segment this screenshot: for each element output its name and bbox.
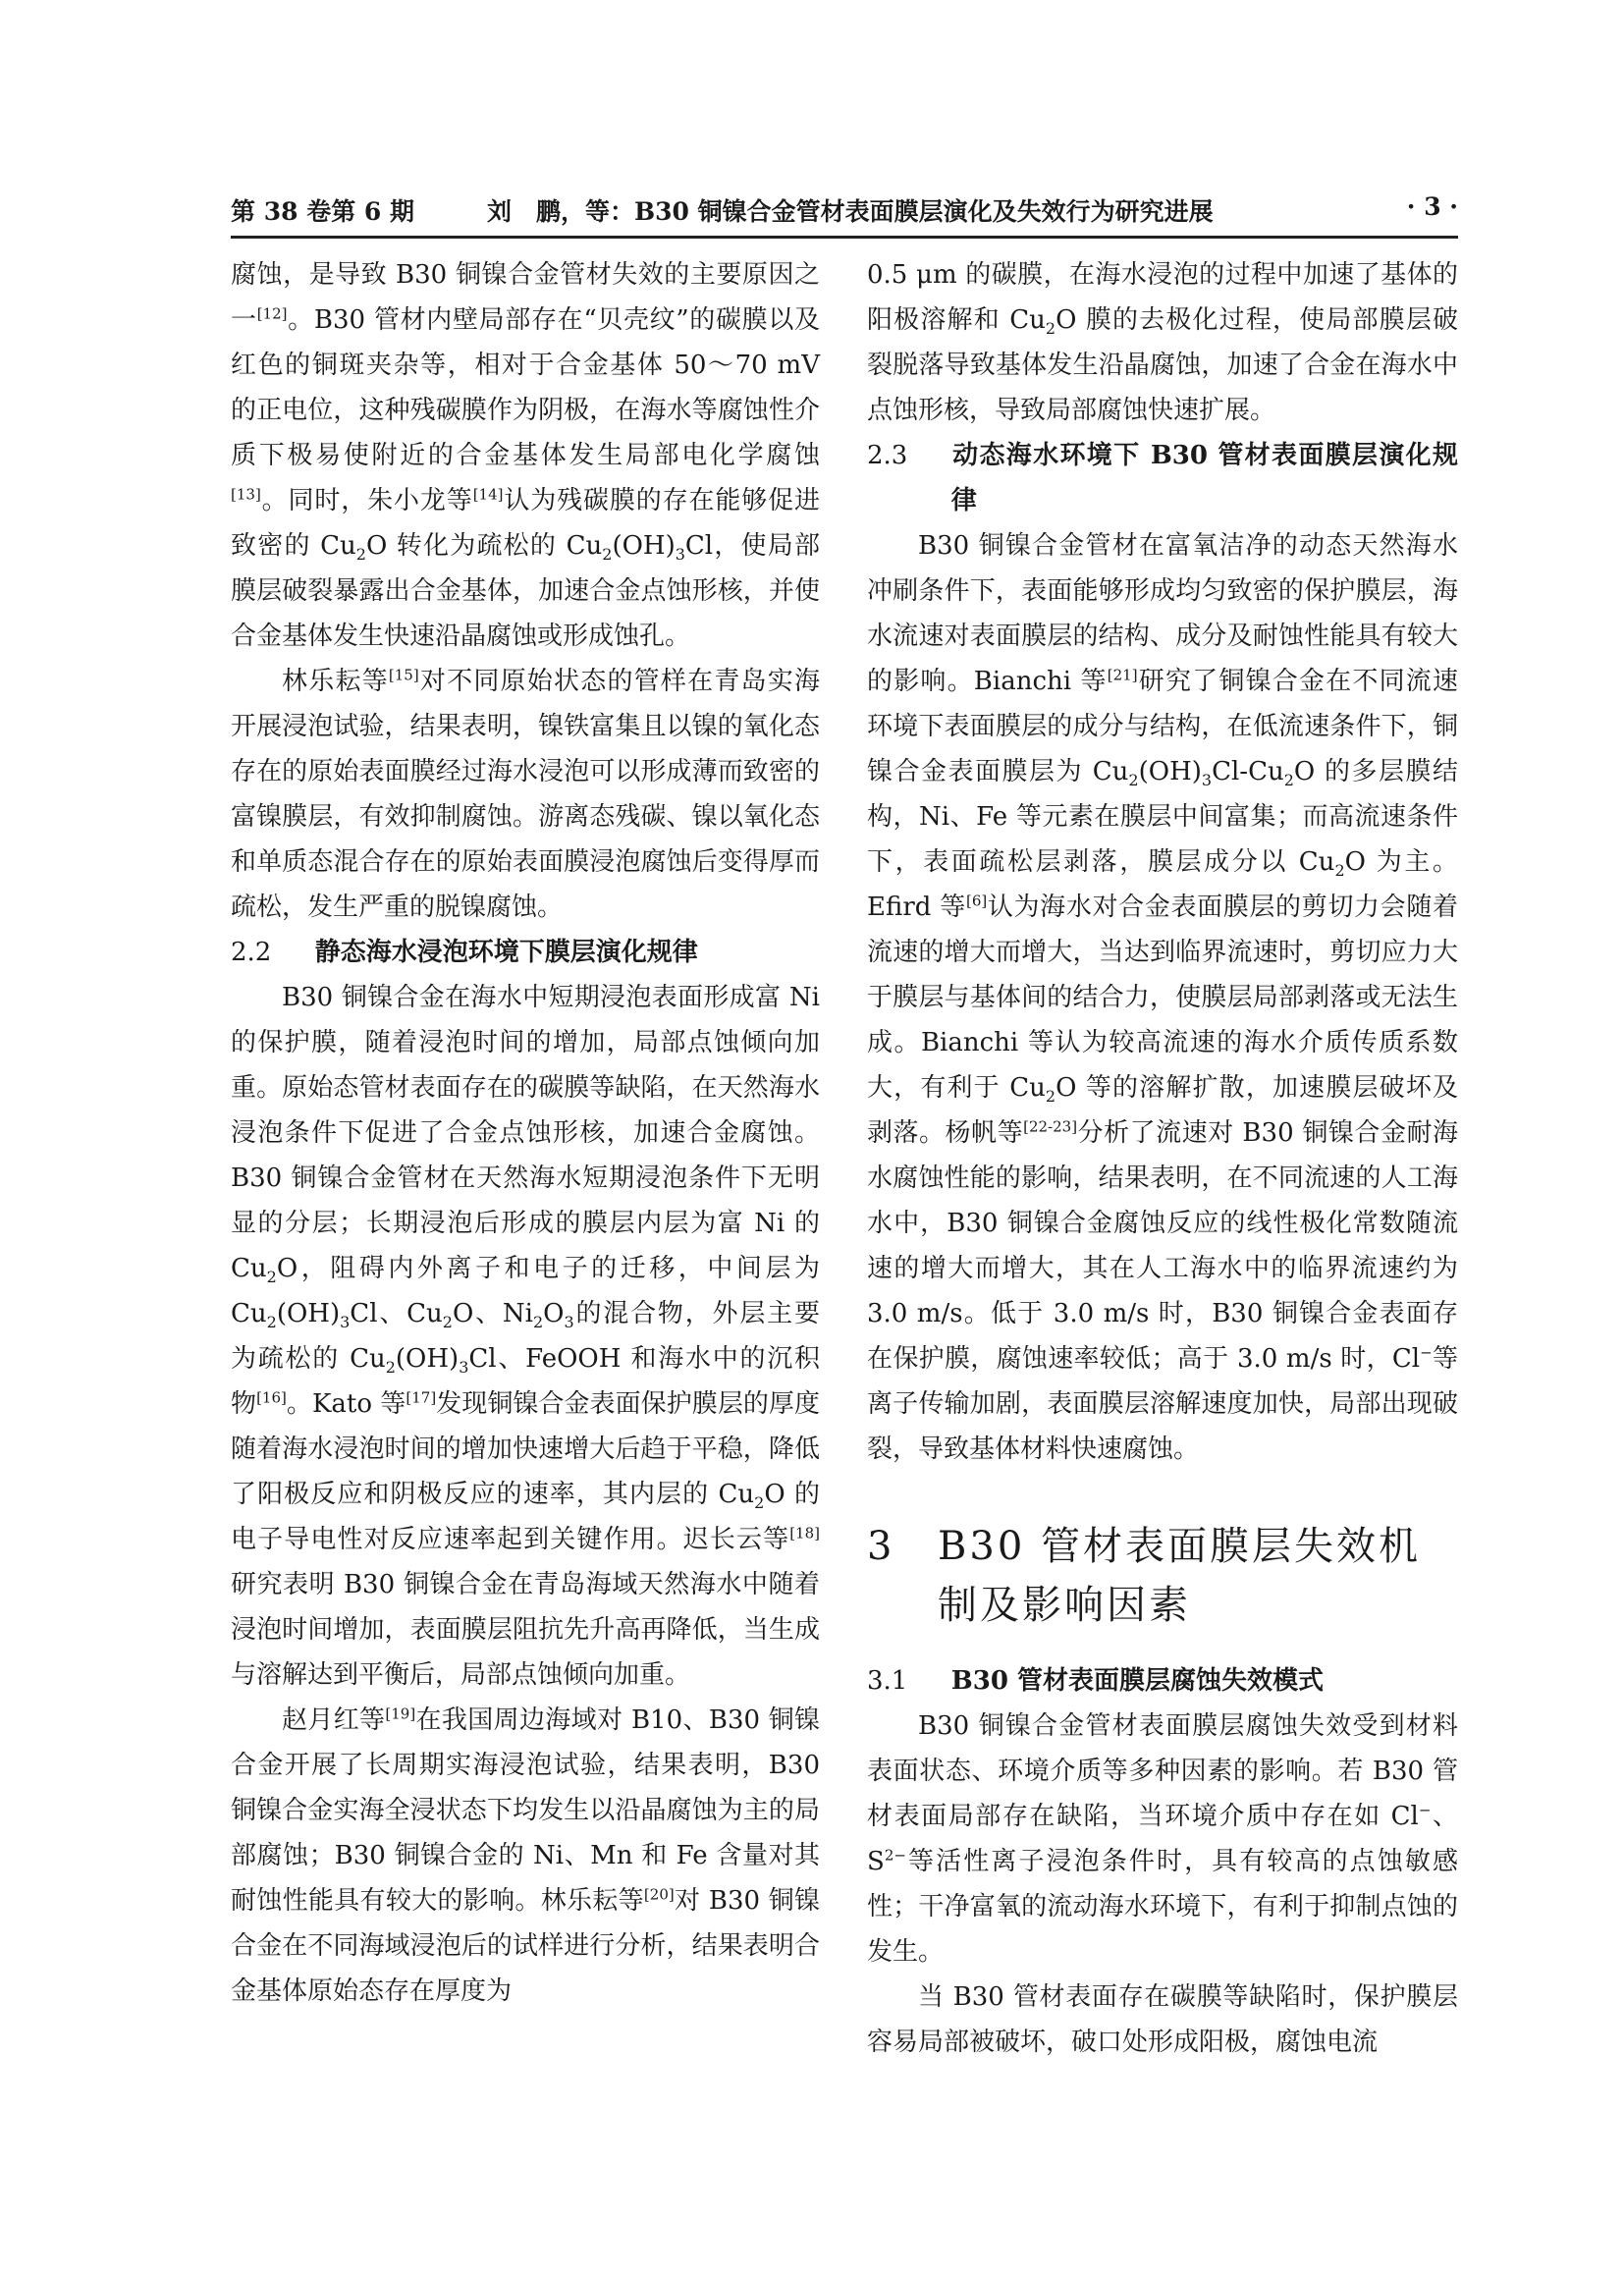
paragraph: B30 铜镍合金在海水中短期浸泡表面形成富 Ni 的保护膜，随着浸泡时间的增加，局部点蚀倾向加重。原始态管材表面存在的碳膜等缺陷，在天然海水浸泡条件下促进了合金点蚀形核，加速合金腐蚀。B30 铜镍合金管材在天然海水短期浸泡条件下无明显的分层；长期浸泡后形成的膜层内层为富 Ni 的 $Cu_2O$，阻碍内外离子和电子的迁移，中间层为 $Cu_2(OH)_3Cl$、$Cu_2O$、$Ni_2O_3$的混合物，外层主要为疏松的 $Cu_2(OH)_3Cl$、FeOOH 和海水中的沉积物[16]。Kato 等[17]发现铜镍合金表面保护膜层的厚度随着海水浸泡时间的增加快速增大后趋于平稳，降低了阳极反应和阴极反应的速率，其内层的 $Cu_2O$ 的电子导电性对反应速率起到关键作用。迟长云等[18]研究表明 B30 铜镍合金在青岛海域天然海水中随着浸泡时间增加，表面膜层阻抗先升高再降低，当生成与溶解达到平衡后，局部点蚀倾向加重。 [231, 983, 820, 1690]
paragraph: 赵月红等[19]在我国周边海域对 B10、B30 铜镍合金开展了长周期实海浸泡试验，结果表明，B30 铜镍合金实海全浸状态下均发生以沿晶腐蚀为主的局部腐蚀；B30 铜镍合金的 Ni、Mn 和 Fe 含量对其耐蚀性能具有较大的影响。林乐耘等[20]对 B30 铜镍合金在不同海域浸泡后的试样进行分析，结果表明合金基体原始态存在厚度为 [231, 1705, 820, 2006]
left-column [231, 252, 820, 2014]
citation[interactable]: [15] [388, 666, 419, 684]
right-column [867, 252, 1458, 2065]
page-number: · 3 · [1406, 192, 1458, 221]
paragraph: 腐蚀，是导致 B30 铜镍合金管材失效的主要原因之一[12]。B30 管材内壁局部存在“贝壳纹”的碳膜以及红色的铜斑夹杂等，相对于合金基体 50～70 mV 的正电位，这种残碳膜作为阴极，在海水等腐蚀性介质下极易使附近的合金基体发生局部电化学腐蚀[13]。同时，朱小龙等[14]认为残碳膜的存在能够促进致密的 $Cu_2O$ 转化为疏松的 $Cu_2(OH)_3Cl$，使局部膜层破裂暴露出合金基体，加速合金点蚀形核，并使合金基体发生快速沿晶腐蚀或形成蚀孔。 [231, 260, 821, 651]
citation[interactable]: [18] [789, 1524, 820, 1542]
running-title: 刘 鹏，等：B30 铜镍合金管材表面膜层演化及失效行为研究进展 [487, 197, 1214, 226]
section-heading-2-2: 2.2 静态海水浸泡环境下膜层演化规律 [231, 938, 698, 967]
citation[interactable]: [6] [965, 892, 988, 910]
paragraph: 当 B30 管材表面存在碳膜等缺陷时，保护膜层容易局部被破坏，破口处形成阳极，腐蚀电流 [867, 1982, 1458, 2057]
citation[interactable]: [17] [406, 1388, 437, 1407]
section-heading-3: 3 B30 管材表面膜层失效机制及影响因素 [867, 1524, 1422, 1628]
citation[interactable]: [21] [1107, 666, 1138, 684]
paragraph: B30 铜镍合金管材在富氧洁净的动态天然海水冲刷条件下，表面能够形成均匀致密的保护膜层，海水流速对表面膜层的结构、成分及耐蚀性能具有较大的影响。Bianchi 等[21]研究了铜镍合金在不同流速环境下表面膜层的成分与结构，在低流速条件下，铜镍合金表面膜层为 $Cu_2(OH)_3Cl-Cu_2O$ 的多层膜结构，Ni、Fe 等元素在膜层中间富集；而高流速条件下，表面疏松层剥落，膜层成分以 $Cu_2O$ 为主。Efird 等[6]认为海水对合金表面膜层的剪切力会随着流速的增大而增大，当达到临界流速时，剪切应力大于膜层与基体间的结合力，使膜层局部剥落或无法生成。Bianchi 等认为较高流速的海水介质传质系数大，有利于 $Cu_2O$ 等的溶解扩散，加速膜层破坏及剥落。杨帆等[22-23]分析了流速对 B30 铜镍合金耐海水腐蚀性能的影响，结果表明，在不同流速的人工海水中，B30 铜镍合金腐蚀反应的线性极化常数随流速的增大而增大，其在人工海水中的临界流速约为 3.0 m/s。低于 3.0 m/s 时，B30 铜镍合金表面存在保护膜，腐蚀速率较低；高于 3.0 m/s 时，Cl−等离子传输加剧，表面膜层溶解速度加快，局部出现破裂，导致基体材料快速腐蚀。 [867, 531, 1458, 1464]
paragraph: 林乐耘等[15]对不同原始状态的管样在青岛实海开展浸泡试验，结果表明，镍铁富集且以镍的氧化态存在的原始表面膜经过海水浸泡可以形成薄而致密的富镍膜层，有效抑制腐蚀。游离态残碳、镍以氧化态和单质态混合存在的原始表面膜浸泡腐蚀后变得厚而疏松，发生严重的脱镍腐蚀。 [231, 666, 820, 922]
paragraph: 0.5 μm 的碳膜，在海水浸泡的过程中加速了基体的阳极溶解和 $Cu_2O$ 膜的去极化过程，使局部膜层破裂脱落导致基体发生沿晶腐蚀，加速了合金在海水中点蚀形核，导致局部腐蚀快速扩展。 [867, 260, 1458, 425]
citation[interactable]: [16] [256, 1388, 287, 1407]
citation[interactable]: [22-23] [1023, 1117, 1078, 1136]
running-header [231, 192, 1458, 236]
header-rule [231, 236, 1458, 239]
section-heading-2-3: 2.3 动态海水环境下 B30 管材表面膜层演化规律 [867, 441, 1458, 515]
citation[interactable]: [19] [385, 1705, 416, 1723]
citation[interactable]: [13] [231, 485, 261, 504]
citation[interactable]: [12] [256, 304, 288, 323]
journal-volume-issue: 第 38 卷第 6 期 [231, 197, 414, 226]
citation[interactable]: [20] [643, 1885, 675, 1904]
paragraph: B30 铜镍合金管材表面膜层腐蚀失效受到材料表面状态、环境介质等多种因素的影响。若 B30 管材表面局部存在缺陷，当环境介质中存在如 Cl−、$S^{2-}$等活性离子浸泡条件时，具有较高的点蚀敏感性；干净富氧的流动海水环境下，有利于抑制点蚀的发生。 [867, 1711, 1458, 1967]
section-heading-3-1: 3.1 B30 管材表面膜层腐蚀失效模式 [867, 1666, 1325, 1696]
citation[interactable]: [14] [472, 485, 504, 504]
